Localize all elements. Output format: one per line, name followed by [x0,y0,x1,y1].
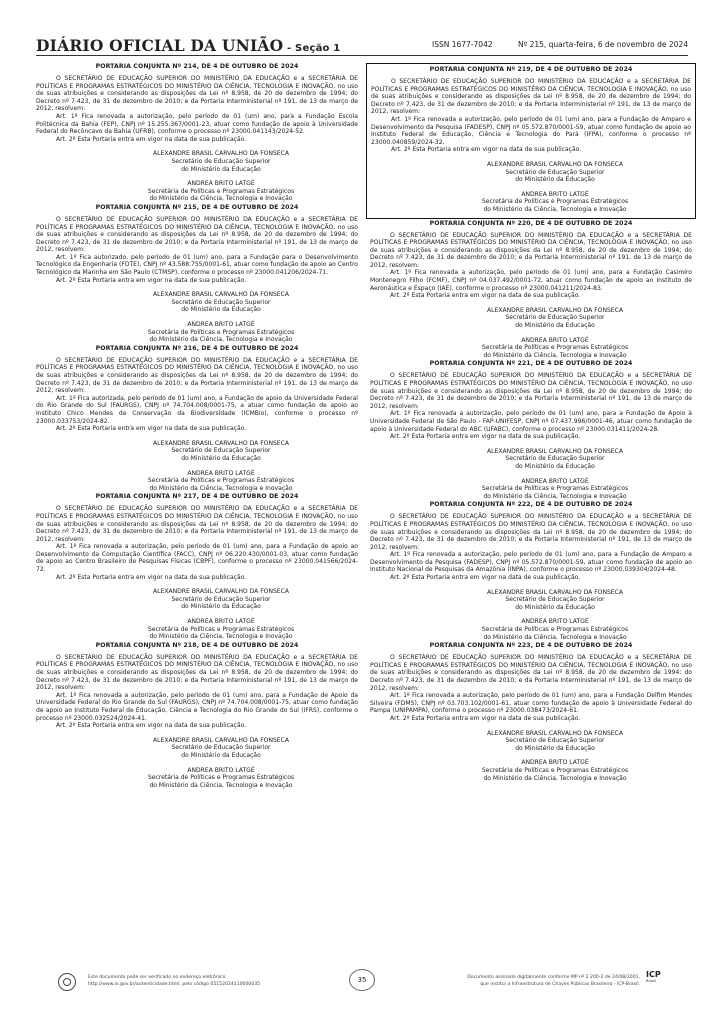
portaria-title: PORTARIA CONJUNTA Nº 218, DE 4 DE OUTUBRO DE 2024 [95,641,299,649]
signer-role: do Ministério da Ciência, Tecnologia e Inovação [149,195,293,203]
signer-name: ANDREA BRITO LATGÉ [521,477,589,485]
article-2: Art. 2º Esta Portaria entra em vigor na data de sua publicação. [390,433,581,441]
edition-date: Nº 215, quarta-feira, 6 de novembro de 2024 [518,40,688,49]
signer-name: ANDREA BRITO LATGÉ [187,618,255,626]
signer-role: Secretária de Políticas e Programas Estratégicos [481,344,629,352]
article-1: Art. 1º Fica renovada a autorização, pelo período de 01 (um) ano, para a Fundação de Amparo e Desenvolvimento da Pesquisa (FADESP), CNPJ nº 05.572.870/0001-59, atuar como fundação de apoio ao Instituto Federal de Educação, Ciência e Tecnologia do Pará (IFPA), conforme o processo nº 23000.040859/2024-32. [371,115,691,146]
signer-name: ALEXANDRE BRASIL CARVALHO DA FONSECA [153,439,289,447]
signer-role: Secretário de Educação Superior [505,455,605,463]
article-2: Art. 2º Esta Portaria entra em vigor na data de sua publicação. [390,574,581,582]
article-2: Art. 2º Esta Portaria entra em vigor na data de sua publicação. [56,135,247,143]
signer-name: ALEXANDRE BRASIL CARVALHO DA FONSECA [487,588,623,596]
signature-block [84,581,358,641]
signature-block [418,723,692,783]
portaria-title: PORTARIA CONJUNTA Nº 215, DE 4 DE OUTUBRO DE 2024 [95,203,299,211]
icp-logo-text: ICP [646,970,661,979]
signer-role: do Ministério da Educação [515,176,595,184]
article-1: Art. 1º Fica renovada a autorização, pelo período de 01 (um) ano, para a Fundação Delfim Mendes Silveira (FDMS), CNPJ nº 03.703.102/0001-61, atuar como fundação de apoio à Universidade Federal do Pampa (UNIPAMPA), conforme o processo nº 23000.038473/2024-61. [370,692,692,715]
signer-name: ANDREA BRITO LATGÉ [521,190,589,198]
signer-role: do Ministério da Ciência, Tecnologia e Inovação [483,492,627,500]
portaria-title: PORTARIA CONJUNTA Nº 222, DE 4 DE OUTUBRO DE 2024 [429,501,633,509]
article-1: Art. 1º Fica autorizado, pelo período de 01 (um) ano, para a Fundação para o Desenvolvimento Tecnológico da Engenharia (FDTE), CNPJ nº 43.588.755/0001-61, atuar como fundação de apoio ao Centro Tecnológico da Marinha em São Paulo (CTMSP), conforme o processo nº 23000.041206/2024-71. [36,253,358,277]
signer-name: ALEXANDRE BRASIL CARVALHO DA FONSECA [487,306,623,314]
signer-role: Secretário de Educação Superior [171,595,271,603]
preamble: O SECRETÁRIO DE EDUCAÇÃO SUPERIOR DO MINISTÉRIO DA EDUCAÇÃO e a SECRETÁRIA DE POLÍTICAS E PROGRAMAS ESTRATÉGICOS DO MINISTÉRIO DA CIÊNCIA, TECNOLOGIA E INOVAÇÃO, no uso de suas atribuições e considerando as disposições da Lei nº 8.958, de 20 de dezembro de 1994; do Decreto nº 7.423, de 31 de dezembro de 2010; e da Portaria Interministerial nº 191, de 13 de março de 2012, resolvem: [370,231,692,269]
signer-role: Secretária de Políticas e Programas Estratégicos [147,187,295,195]
signature-block [84,730,358,790]
preamble: O SECRETÁRIO DE EDUCAÇÃO SUPERIOR DO MINISTÉRIO DA EDUCAÇÃO e a SECRETÁRIA DE POLÍTICAS E PROGRAMAS ESTRATÉGICOS DO MINISTÉRIO DA CIÊNCIA, TECNOLOGIA E INOVAÇÃO, no uso de suas atribuições e considerando as disposições da Lei nº 8.958, de 20 de dezembro de 1994; do Decreto nº 7.423, de 31 de dezembro de 2010; e da Portaria Interministerial nº 191, de 13 de março de 2012, resolvem: [370,372,692,410]
signature-block [419,154,691,214]
left-column [36,63,358,790]
signer-role: do Ministério da Ciência, Tecnologia e Inovação [483,774,627,782]
signer-role: do Ministério da Educação [181,454,261,462]
article-1: Art. 1º Fica renovada a autorização, pelo período de 01 (um) ano, para a Fundação de Amparo e Desenvolvimento da Pesquisa (FADESP), CNPJ nº 05.572.870/0001-59, atuar como fundação de apoio ao Instituto Nacional de Pesquisas da Amazônia (INPA), conforme o processo nº 23000.039304/2024-48. [370,551,692,574]
signer-role: do Ministério da Educação [515,322,595,330]
article-1: Art. 1º Fica renovada a autorização, pelo período de 01 (um) ano, para a Fundação de Apoio à Universidade Federal de São Paulo - FAP-UNIFESP, CNPJ nº 07.437.996/0001-46, atuar como fundação de apoio à Universidade Federal do ABC (UFABC), conforme o processo nº 23000.031411/2024-28. [370,410,692,433]
article-2: Art. 2º Esta Portaria entra em vigor na data de sua publicação. [56,722,247,730]
signer-role: Secretário de Educação Superior [171,157,271,165]
signer-role: do Ministério da Ciência, Tecnologia e Inovação [149,781,293,789]
signer-role: do Ministério da Ciência, Tecnologia e Inovação [149,633,293,641]
right-column [370,63,692,783]
article-1: Art. 1º Fica renovada a autorização, pelo período de 01 (um) ano, para a Fundação Escola Politécnica da Bahia (FEP), CNPJ nº 15.255.367/0001-23, atuar como fundação de apoio à Universidade Federal do Recôncavo da Bahia (UFRB), conforme o processo nº 23000.041143/2024-52. [36,112,358,136]
signer-name: ANDREA BRITO LATGÉ [521,618,589,626]
gazette-title: DIÁRIO OFICIAL DA UNIÃO - Seção 1 [36,36,341,55]
portaria-title: PORTARIA CONJUNTA Nº 223, DE 4 DE OUTUBRO DE 2024 [429,642,633,650]
signer-role: Secretário de Educação Superior [505,314,605,322]
portaria-223 [370,642,692,782]
article-1: Art. 1º Fica autorizada, pelo período de 01 (um) ano, a Fundação de apoio da Universidade Federal do Rio Grande do Sul (FAURGS), CNPJ nº 74.704.008/0001-75, a atuar como fundação de apoio ao Instituto Chico Mendes de Conservação da Biodiversidade (ICMBio), conforme o processo nº 23000.033753/2024-82. [36,394,358,425]
portaria-214 [36,63,358,203]
portaria-title: PORTARIA CONJUNTA Nº 220, DE 4 DE OUTUBRO DE 2024 [429,219,633,227]
portaria-title: PORTARIA CONJUNTA Nº 214, DE 4 DE OUTUBRO DE 2024 [95,63,299,70]
preamble: O SECRETÁRIO DE EDUCAÇÃO SUPERIOR DO MINISTÉRIO DA EDUCAÇÃO e a SECRETÁRIA DE POLÍTICAS E PROGRAMAS ESTRATÉGICOS DO MINISTÉRIO DA CIÊNCIA, TECNOLOGIA E INOVAÇÃO, no uso de suas atribuições e considerando as disposições da Lei nº 8.958, de 20 de dezembro de 1994; do Decreto nº 7.423, de 31 de dezembro de 2010; e da Portaria Interministerial nº 191, de 13 de março de 2012, resolvem: [36,356,358,395]
signature-block [418,582,692,642]
article-2: Art. 2º Esta Portaria entra em vigor na data de sua publicação. [390,292,581,300]
signer-role: Secretária de Políticas e Programas Estratégicos [481,766,629,774]
signature-block [84,143,358,203]
signer-role: do Ministério da Educação [181,306,261,314]
signer-role: do Ministério da Educação [515,603,595,611]
header-divider [36,55,688,56]
signer-name: ALEXANDRE BRASIL CARVALHO DA FONSECA [153,150,289,158]
signer-role: do Ministério da Ciência, Tecnologia e Inovação [483,633,627,641]
coat-of-arms-icon [58,973,76,991]
portaria-222 [370,501,692,641]
signer-role: do Ministério da Educação [515,744,595,752]
portaria-217 [36,493,358,641]
signer-role: Secretária de Políticas e Programas Estratégicos [147,477,295,485]
preamble: O SECRETÁRIO DE EDUCAÇÃO SUPERIOR DO MINISTÉRIO DA EDUCAÇÃO e a SECRETÁRIA DE POLÍTICAS E PROGRAMAS ESTRATÉGICOS DO MINISTÉRIO DA CIÊNCIA, TECNOLOGIA E INOVAÇÃO, no uso de suas atribuições e considerando as disposições da Lei nº 8.958, de 20 de dezembro de 1994; do Decreto nº 7.423, de 31 de dezembro de 2010; e da Portaria Interministerial nº 191, de 13 de março de 2012, resolvem: [36,75,358,113]
signer-role: do Ministério da Educação [181,751,261,759]
signature-note [467,974,640,988]
signature-block [84,433,358,493]
portaria-215 [36,204,358,344]
signer-name: ANDREA BRITO LATGÉ [521,759,589,767]
verification-url[interactable]: http://www.in.gov.br/autenticidade.html, pelo código 05152024110600035 [88,982,261,987]
signature-note-line: que institui a Infraestrutura de Chaves Públicas Brasileira - ICP-Brasil. [480,982,640,987]
signer-role: Secretária de Políticas e Programas Estratégicos [481,485,629,493]
signer-role: Secretária de Políticas e Programas Estratégicos [147,328,295,336]
preamble: O SECRETÁRIO DE EDUCAÇÃO SUPERIOR DO MINISTÉRIO DA EDUCAÇÃO e a SECRETÁRIA DE POLÍTICAS E PROGRAMAS ESTRATÉGICOS DO MINISTÉRIO DA CIÊNCIA, TECNOLOGIA E INOVAÇÃO, no uso de suas atribuições e considerando as disposições da Lei nº 8.958, de 20 de dezembro de 1994; do Decreto nº 7.423, de 31 de dezembro de 2010; e da Portaria Interministerial nº 191, de 13 de março de 2012, resolvem: [370,654,692,692]
portaria-220 [370,220,692,360]
signer-role: do Ministério da Ciência, Tecnologia e Inovação [483,205,627,213]
signature-block [84,284,358,344]
portaria-221 [370,360,692,500]
signer-role: do Ministério da Educação [181,165,261,173]
signer-name: ALEXANDRE BRASIL CARVALHO DA FONSECA [153,291,289,299]
portaria-216 [36,345,358,493]
signer-role: Secretária de Políticas e Programas Estratégicos [481,626,629,634]
signature-note-line: Documento assinado digitalmente conforme MP nº 2.200-2 de 24/08/2001, [467,975,640,980]
signer-role: Secretária de Políticas e Programas Estratégicos [147,625,295,633]
signer-role: do Ministério da Ciência, Tecnologia e Inovação [149,484,293,492]
article-1: Art. 1º Fica renovada a autorização, pelo período de 01 (um) ano, para a Fundação Casimiro Montenegro Filho (FCMF), CNPJ nº 04.037.492/0001-72, atuar como fundação de apoio ao Instituto de Aeronáutica e Espaço (IAE), conforme o processo nº 23000.041211/2024-83. [370,269,692,292]
signer-role: Secretário de Educação Superior [505,168,605,176]
icp-brasil-logo [646,970,670,992]
signer-role: do Ministério da Educação [515,462,595,470]
signer-name: ALEXANDRE BRASIL CARVALHO DA FONSECA [153,588,289,596]
article-2: Art. 2º Esta Portaria entra em vigor na data de sua publicação. [56,425,247,433]
article-2: Art. 2º Esta Portaria entra em vigor na data de sua publicação. [56,276,247,284]
signer-role: Secretário de Educação Superior [171,298,271,306]
signer-name: ANDREA BRITO LATGÉ [187,766,255,774]
signer-name: ALEXANDRE BRASIL CARVALHO DA FONSECA [487,729,623,737]
page-number: 35 [349,969,375,991]
signer-name: ANDREA BRITO LATGÉ [187,469,255,477]
portaria-218 [36,642,358,790]
signer-name: ANDREA BRITO LATGÉ [187,180,255,188]
signer-role: do Ministério da Educação [181,603,261,611]
signer-role: Secretário de Educação Superior [171,744,271,752]
preamble: O SECRETÁRIO DE EDUCAÇÃO SUPERIOR DO MINISTÉRIO DA EDUCAÇÃO e a SECRETÁRIA DE POLÍTICAS E PROGRAMAS ESTRATÉGICOS DO MINISTÉRIO DA CIÊNCIA, TECNOLOGIA E INOVAÇÃO, no uso de suas atribuições e considerando as disposições da Lei nº 8.958, de 20 de dezembro de 1994; do Decreto nº 7.423, de 31 de dezembro de 2010; e da Portaria Interministerial nº 191, de 13 de março de 2012, resolvem: [36,215,358,254]
signer-role: do Ministério da Ciência, Tecnologia e Inovação [483,351,627,359]
signer-name: ALEXANDRE BRASIL CARVALHO DA FONSECA [153,736,289,744]
issn: ISSN 1677-7042 [432,40,493,49]
verification-note [88,974,260,988]
signer-role: Secretário de Educação Superior [171,447,271,455]
signer-role: do Ministério da Ciência, Tecnologia e Inovação [149,336,293,344]
page-header [36,36,688,55]
signer-role: Secretário de Educação Superior [505,737,605,745]
signature-block [418,300,692,360]
signer-name: ANDREA BRITO LATGÉ [521,336,589,344]
portaria-title: PORTARIA CONJUNTA Nº 221, DE 4 DE OUTUBRO DE 2024 [429,360,633,368]
signer-name: ANDREA BRITO LATGÉ [187,321,255,329]
verification-text: Este documento pode ser verificado no endereço eletrônico [88,975,226,980]
signature-block [418,441,692,501]
signer-name: ALEXANDRE BRASIL CARVALHO DA FONSECA [487,160,623,168]
article-1: Art. 1º Fica renovada a autorização, pelo período de 01 (um) ano, para a Fundação de Apoio da Universidade Federal do Rio Grande do Sul (FAURGS), CNPJ nº 74.704.008/0001-75, atuar como fundação de apoio ao Instituto Federal de Educação, Ciência e Tecnologia do Rio Grande do Sul (IFRS), conforme o processo nº 23000.032524/2024-41. [36,691,358,722]
article-2: Art. 2º Esta Portaria entra em vigor na data de sua publicação. [390,714,581,722]
signer-name: ALEXANDRE BRASIL CARVALHO DA FONSECA [487,447,623,455]
preamble: O SECRETÁRIO DE EDUCAÇÃO SUPERIOR DO MINISTÉRIO DA EDUCAÇÃO e a SECRETÁRIA DE POLÍTICAS E PROGRAMAS ESTRATÉGICOS DO MINISTÉRIO DA CIÊNCIA, TECNOLOGIA E INOVAÇÃO, no uso de suas atribuições e considerando as disposições da Lei nº 8.958, de 20 de dezembro de 1994; do Decreto nº 7.423, de 31 de dezembro de 2010; e da Portaria Interministerial nº 191, de 13 de março de 2012, resolvem: [371,78,691,116]
article-1: Art. 1º Fica renovada a autorização, pelo período de 01 (um) ano, para a Fundação de apoio ao Desenvolvimento da Computação Científica (FACC), CNPJ nº 06.220.430/0001-03, atuar como fundação de apoio ao Centro Brasileiro de Pesquisas Físicas (CBPF), conforme o processo nº 23000.041566/2024-72. [36,543,358,574]
portaria-title: PORTARIA CONJUNTA Nº 219, DE 4 DE OUTUBRO DE 2024 [429,66,633,73]
portaria-title: PORTARIA CONJUNTA Nº 217, DE 4 DE OUTUBRO DE 2024 [95,493,299,501]
section-label: - Seção 1 [283,43,341,54]
portaria-219 [366,63,696,219]
portaria-title: PORTARIA CONJUNTA Nº 216, DE 4 DE OUTUBRO DE 2024 [95,344,299,352]
icp-logo-subtext: Brasil [646,979,657,983]
preamble: O SECRETÁRIO DE EDUCAÇÃO SUPERIOR DO MINISTÉRIO DA EDUCAÇÃO e a SECRETÁRIA DE POLÍTICAS E PROGRAMAS ESTRATÉGICOS DO MINISTÉRIO DA CIÊNCIA, TECNOLOGIA E INOVAÇÃO, no uso de suas atribuições e considerando as disposições da Lei nº 8.958, de 20 de dezembro de 1994; do Decreto nº 7.423, de 31 de dezembro de 2010; e da Portaria Interministerial nº 191, de 13 de março de 2012, resolvem: [36,653,358,692]
page-footer [36,968,688,998]
signer-role: Secretária de Políticas e Programas Estratégicos [481,198,629,206]
article-2: Art. 2º Esta Portaria entra em vigor na data de sua publicação. [391,146,582,154]
signer-role: Secretária de Políticas e Programas Estratégicos [147,774,295,782]
article-2: Art. 2º Esta Portaria entra em vigor na data de sua publicação. [56,573,247,581]
preamble: O SECRETÁRIO DE EDUCAÇÃO SUPERIOR DO MINISTÉRIO DA EDUCAÇÃO e a SECRETÁRIA DE POLÍTICAS E PROGRAMAS ESTRATÉGICOS DO MINISTÉRIO DA CIÊNCIA, TECNOLOGIA E INOVAÇÃO, no uso de suas atribuições e considerando as disposições da Lei nº 8.958, de 20 de dezembro de 1994; do Decreto nº 7.423, de 31 de dezembro de 2010; e da Portaria Interministerial nº 191, de 13 de março de 2012, resolvem: [36,505,358,543]
preamble: O SECRETÁRIO DE EDUCAÇÃO SUPERIOR DO MINISTÉRIO DA EDUCAÇÃO e a SECRETÁRIA DE POLÍTICAS E PROGRAMAS ESTRATÉGICOS DO MINISTÉRIO DA CIÊNCIA, TECNOLOGIA E INOVAÇÃO, no uso de suas atribuições e considerando as disposições da Lei nº 8.958, de 20 de dezembro de 1994; do Decreto nº 7.423, de 31 de dezembro de 2010; e da Portaria Interministerial nº 191, de 13 de março de 2012, resolvem: [370,513,692,551]
signer-role: Secretário de Educação Superior [505,596,605,604]
